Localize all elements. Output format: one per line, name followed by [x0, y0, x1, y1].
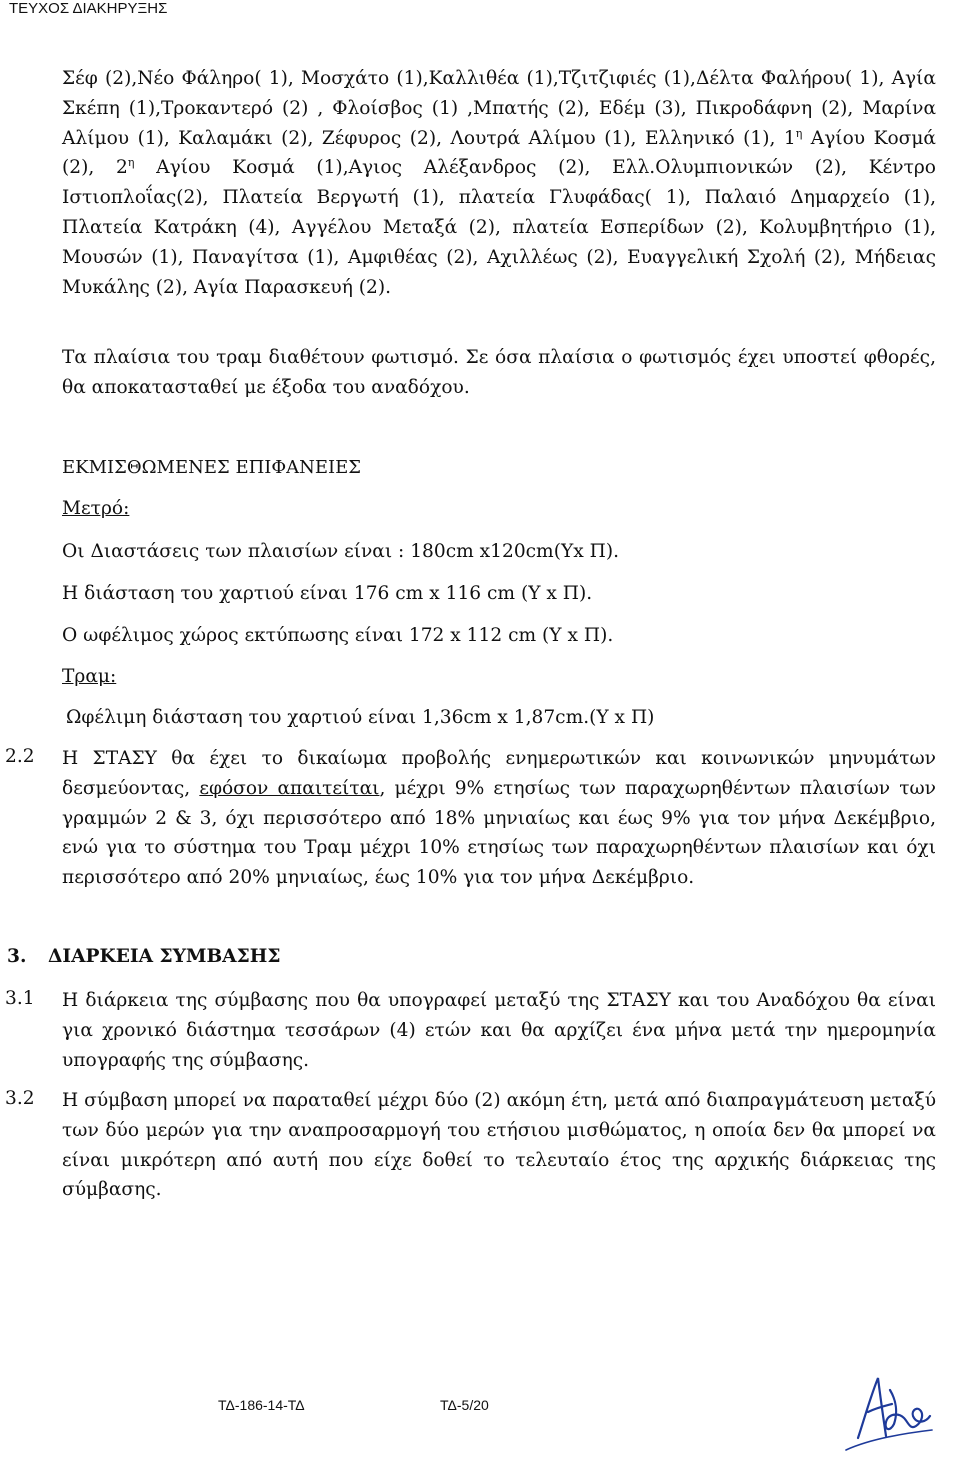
ordinal-sup-1: η: [795, 126, 803, 140]
section-2-2-underlined: εφόσον απαιτείται: [199, 777, 380, 799]
section-3-title: ΔΙΑΡΚΕΙΑ ΣΥΜΒΑΣΗΣ: [48, 946, 281, 967]
lighting-paragraph: Τα πλαίσια του τραμ διαθέτουν φωτισμό. Σε όσα πλαίσια ο φωτισμός έχει υποστεί φθορές, θα αποκατασταθεί με έξοδα του αναδόχου.: [62, 347, 936, 398]
footer-page-number: ΤΔ-5/20: [440, 1397, 489, 1413]
document-header-title: ΤΕΥΧΟΣ ΔΙΑΚΗΡΥΞΗΣ: [9, 0, 168, 17]
section-3-1-text: Η διάρκεια της σύμβασης που θα υπογραφεί μεταξύ της ΣΤΑΣΥ και του Αναδόχου θα είναι για χρονικό διάστημα τεσσάρων (4) ετών και θα αρχίζει ένα μήνα μετά την ημερομηνία υπογραφής της σύμβασης.: [62, 990, 936, 1071]
section-2-2-number: 2.2: [5, 746, 35, 767]
tram-label: Τραμ:: [62, 666, 117, 687]
stations-text-1: Σέφ (2),Νέο Φάληρο( 1), Μοσχάτο (1),Καλλιθέα (1),Τζιτζιφιές (1),Δέλτα Φαλήρου( 1), Αγία Σκέπη (1),Τροκαντερό (2) , Φλοίσβος (1) ,Μπατής (2), Εδέμ (3), Πικροδάφνη (2), Μαρίνα Αλίμου (1), Καλαμάκι (2), Ζέφυρος (2), Λουτρά Αλίμου (1), Ελληνικό (1), 1: [62, 68, 936, 149]
section-2-2-text-pre: Η ΣΤΑΣΥ θα έχει το δικαίωμα προβολής ενημερωτικών και κοινωνικών μηνυμάτων δεσμεύοντας,: [62, 748, 936, 799]
leased-surfaces-heading: ΕΚΜΙΣΘΩΜΕΝΕΣ ΕΠΙΦΑΝΕΙΕΣ: [62, 457, 362, 478]
metro-print-area: Ο ωφέλιμος χώρος εκτύπωσης είναι 172 x 112 cm (Υ x Π).: [62, 625, 614, 646]
section-3-2-number: 3.2: [5, 1088, 35, 1109]
section-3-2-text: Η σύμβαση μπορεί να παραταθεί μέχρι δύο (2) ακόμη έτη, μετά από διαπραγμάτευση μεταξύ των δύο μερών για την αναπροσαρμογή του ετήσιου μισθώματος, η οποία δεν θα μπορεί να είναι μικρότερη από αυτή που είχε δοθεί το τελευταίο έτος της αρχικής διάρκειας της σύμβασης.: [62, 1090, 936, 1201]
tram-paper-dimensions: Ωφέλιμη διάσταση του χαρτιού είναι 1,36cm x 1,87cm.(Υ x Π): [66, 707, 655, 728]
stations-paragraph: [62, 64, 936, 302]
section-2-2-text: [62, 744, 936, 893]
section-2-2-text-post: , μέχρι 9% ετησίως των παραχωρηθέντων πλαισίων των γραμμών 2 & 3, όχι περισσότερο από 18% μηνιαίως και έως 9% για τον μήνα Δεκέμβριο, ενώ για το σύστημα του Τραμ μέχρι 10% ετησίως των παραχωρηθέντων πλαισίων και όχι περισσότερο από 20% μηνιαίως, έως 10% για τον μήνα Δεκέμβριο.: [62, 777, 936, 889]
section-3-1-number: 3.1: [5, 988, 35, 1009]
metro-frame-dimensions: Οι Διαστάσεις των πλαισίων είναι : 180cm x120cm(Υx Π).: [62, 541, 619, 562]
metro-paper-dimensions: Η διάσταση του χαρτιού είναι 176 cm x 116 cm (Υ x Π).: [62, 583, 593, 604]
footer-document-code: ΤΔ-186-14-ΤΔ: [218, 1397, 305, 1413]
stations-text-3: Αγίου Κοσμά (1),Αγιος Αλέξανδρος (2), Ελλ.Ολυμπιονικών (2), Κέντρο Ιστιοπλοΐας(2), Πλατεία Βεργωτή (1), πλατεία Γλυφάδας( 1), Παλαιό Δημαρχείο (1), Πλατεία Κατράκη (4), Αγγέλου Μεταξά (2), πλατεία Εσπερίδων (2), Κολυμβητήριο (1), Μουσών (1), Παναγίτσα (1), Αμφιθέας (2), Αχιλλέως (2), Ευαγγελική Σχολή (2), Μήδειας Μυκάλης (2), Αγία Παρασκευή (2).: [62, 157, 936, 298]
ordinal-sup-2: η: [127, 156, 135, 170]
section-3-number: 3.: [7, 946, 27, 967]
stations-text-2: Αγίου Κοσμά (2), 2: [62, 127, 936, 179]
signature-image: [838, 1360, 938, 1460]
metro-label: Μετρό:: [62, 498, 130, 519]
